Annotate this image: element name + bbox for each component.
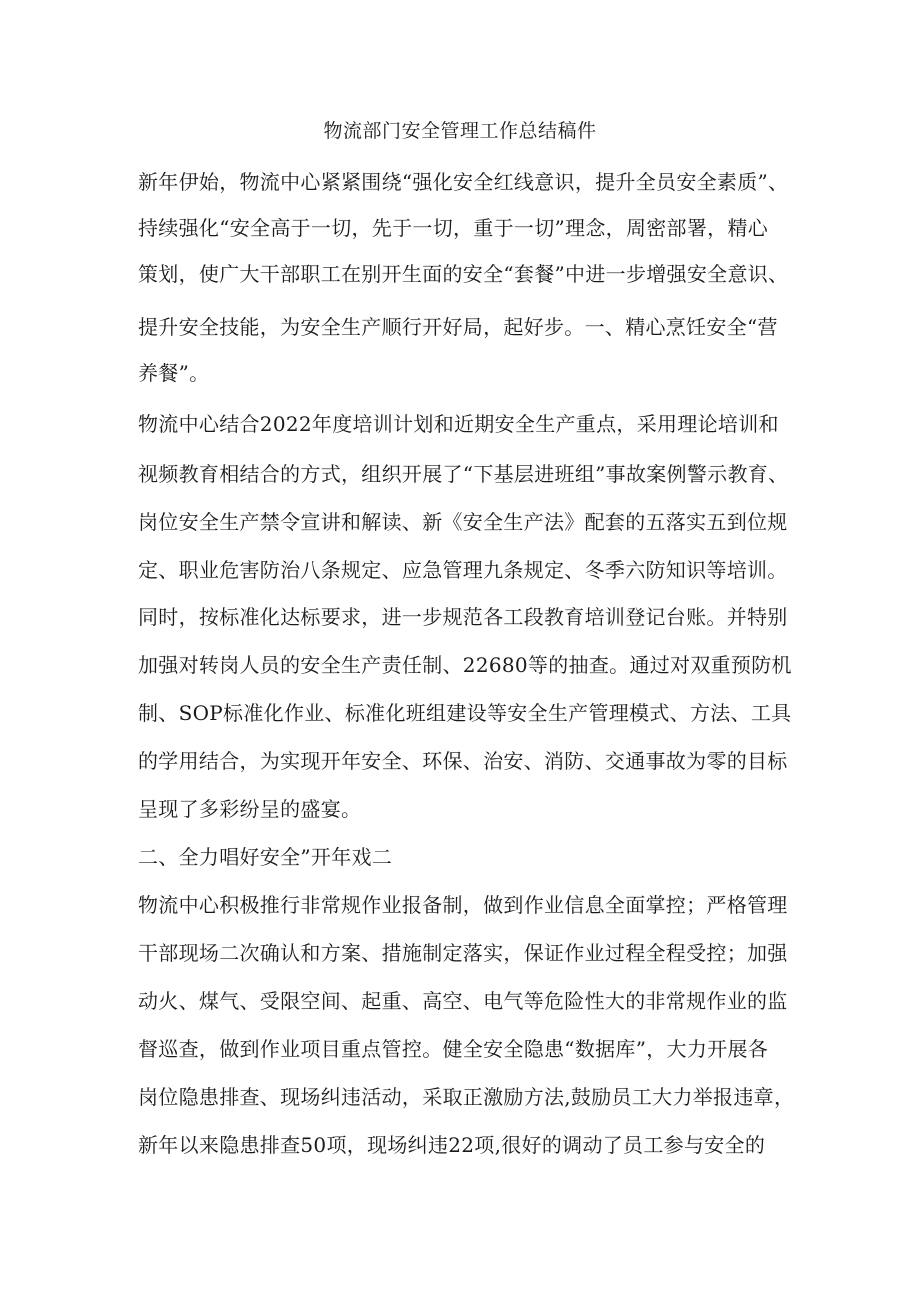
body-line: 物流中心积极推行非常规作业报备制，做到作业信息全面掌控；严格管理 (138, 893, 788, 917)
body-line: 视频教育相结合的方式，组织开展了“下基层进班组”事故案例警示教育、 (138, 462, 789, 486)
body-line: 提升安全技能，为安全生产顺行开好局，起好步。一、精心烹饪安全“营 (138, 315, 778, 339)
section-heading: 二、全力唱好安全”开年戏二 (138, 845, 393, 869)
body-line: 同时，按标准化达标要求，进一步规范各工段教育培训登记台账。并特别 (138, 605, 788, 629)
body-line: 的学用结合，为实现开年安全、环保、治安、消防、交通事故为零的目标 (138, 749, 788, 773)
body-line: 定、职业危害防治八条规定、应急管理九条规定、冬季六防知识等培训。 (138, 558, 788, 582)
body-line: 新年伊始，物流中心紧紧围绕“强化安全红线意识，提升全员安全素质”、 (138, 170, 789, 194)
body-line: 干部现场二次确认和方案、措施制定落实，保证作业过程全程受控；加强 (138, 941, 788, 965)
body-line: 养餐”。 (138, 361, 210, 385)
body-line: 岗位安全生产禁令宣讲和解读、新《安全生产法》配套的五落实五到位规 (138, 510, 788, 534)
body-line: 督巡查，做到作业项目重点管控。健全安全隐患“数据库”，大力开展各 (138, 1037, 769, 1061)
body-line: 动火、煤气、受限空间、起重、高空、电气等危险性大的非常规作业的监 (138, 989, 788, 1013)
body-line: 岗位隐患排查、现场纠违活动，采取正激励方法,鼓励员工大力举报违章， (138, 1085, 795, 1109)
body-line: 新年以来隐患排查50项，现场纠违22项,很好的调动了员工参与安全的 (138, 1133, 766, 1157)
body-line: 策划，使广大干部职工在别开生面的安全“套餐”中进一步增强安全意识、 (138, 262, 789, 286)
body-line: 呈现了多彩纷呈的盛宴。 (138, 797, 362, 821)
body-line: 制、SOP标准化作业、标准化班组建设等安全生产管理模式、方法、工具 (138, 701, 792, 725)
body-line: 物流中心结合2022年度培训计划和近期安全生产重点，采用理论培训和 (138, 412, 779, 436)
body-line: 持续强化“安全高于一切，先于一切，重于一切”理念，周密部署，精心 (138, 216, 769, 240)
document-title: 物流部门安全管理工作总结稿件 (323, 120, 597, 142)
body-line: 加强对转岗人员的安全生产责任制、22680等的抽查。通过对双重预防机 (138, 653, 792, 677)
